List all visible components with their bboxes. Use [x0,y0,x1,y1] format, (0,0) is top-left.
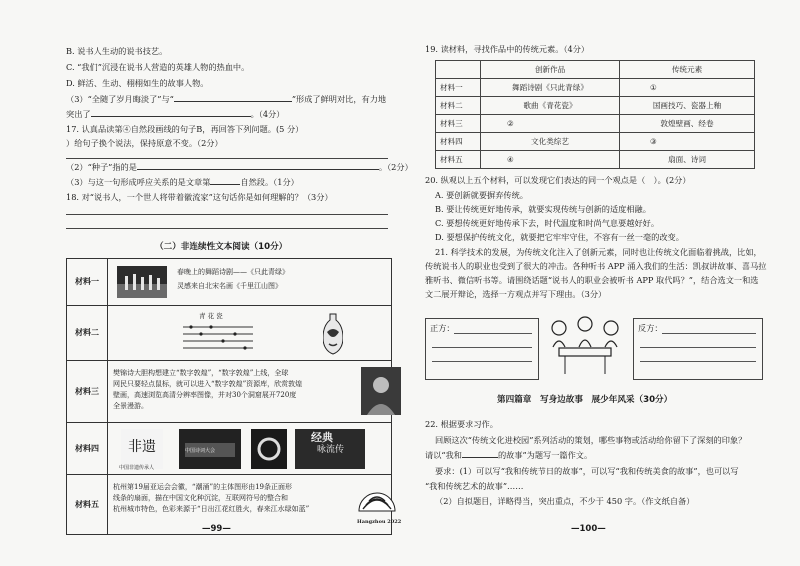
q16-3-c: 突出了 [66,109,91,119]
option-b: B. 说书人生动的说书技艺。 [66,46,168,56]
q22-title-a: 请以“我和 [425,450,462,460]
q22: 22. 根据要求习作。 [425,419,498,429]
row-work[interactable]: ④ [481,151,620,169]
q21-line-1: 21. 科学技术的发展，为传统文化注入了创新元素，同时也让传统文化面临着挑战，比如， [435,247,762,257]
material-label: 材料三 [67,361,108,423]
table-row [436,133,755,151]
row-element[interactable]: ① [620,79,755,97]
asian-games-emblem [355,481,399,517]
q22-title-b: 的故事”为题写一篇作文。 [497,450,593,460]
table-row [436,151,755,169]
answer-line[interactable] [66,214,388,215]
row-element: 国画技巧、瓷器上釉 [620,97,755,115]
row-work: 舞蹈诗剧《只此青绿》 [481,79,620,97]
answer-line[interactable] [640,347,756,348]
q20-option-b[interactable]: B. 要让传统更好地传承，就要实现传统与创新的适度相融。 [435,204,651,214]
q22-title [425,450,592,460]
heritage-logo [121,429,163,469]
q17-2 [66,162,413,172]
portrait-photo [361,367,401,415]
material-text-1: 樊锦诗大胆构想建立“数字敦煌”，“数字敦煌”上线，全球 [113,368,289,377]
row-work[interactable]: ② [481,115,620,133]
answer-line[interactable] [432,347,532,348]
dance-photo [117,266,167,298]
material-text-1: 春晚上的舞蹈诗剧——《只此青绿》 [177,268,289,276]
calligraphy-photo [251,429,287,469]
q18: 18. 对“说书人，一个世人将带着徽流家”这句话你是如何理解的？（3分） [66,192,333,202]
tradition-table [435,60,755,169]
table-header [436,61,755,79]
q17-2-a: （2）“种子”指的是 [66,162,137,172]
row-label: 材料三 [436,115,481,133]
material-label: 材料一 [67,259,108,306]
answer-line[interactable] [454,333,532,334]
q16-3-a: （3）“全随了岁月晦淡了”与“ [66,94,174,104]
q16-3-cont [66,109,284,119]
q19: 19. 读材料，寻找作品中的传统元素。（4分） [425,44,590,54]
song-title: 青 花 瓷 [199,312,223,320]
row-label: 材料二 [436,97,481,115]
answer-blank[interactable] [91,116,251,117]
material-text-3: 杭州城市特色，色彩来源于“日出江花红胜火，春来江水绿如蓝” [113,504,310,513]
material-text-2: 线条的扇面，描在中国文化种沉淀，互联网符号的整合和 [113,493,288,502]
material-row [67,361,392,423]
chapter-title: 第四篇章 写身边故事 展少年风采（30分） [497,395,673,405]
row-label: 材料五 [436,151,481,169]
q17-3-a: （3）与这一句形成呼应关系的是文章第 [66,177,211,187]
blue-white-vase [323,312,343,356]
table-row [436,115,755,133]
svg-text:非遗: 非遗 [128,438,156,455]
row-element: 敦煌壁画、经卷 [620,115,755,133]
q17: 17. 认真品读第④自然段画线的句子B，再回答下列问题。(5 分） [66,124,304,134]
q16-3-d: 。（4分） [250,109,285,119]
classics-text-2: 咏流传 [317,444,345,455]
table-row [436,97,755,115]
q22-req-2: （2）自拟题目，详略得当，突出重点，不少于 450 字。（作文纸自备） [435,496,695,506]
material-text-2: 网民只要轻点鼠标，就可以进入“数字敦煌”资源库，欣赏敦煌 [113,379,303,388]
row-work: 文化类综艺 [481,133,620,151]
answer-line[interactable] [662,333,756,334]
material-content [108,475,402,535]
material-text-2: 灵感来自北宋名画《千里江山图》 [177,282,282,290]
material-content [108,306,392,361]
row-label: 材料四 [436,133,481,151]
q17-3 [66,177,299,187]
q21-line-4: 文二展开辩论，选择一方观点并写下理由。（3分） [425,289,607,299]
option-d: D. 鲜活、生动、栩栩如生的故事人物。 [66,78,209,88]
row-label: 材料一 [436,79,481,97]
debate-illustration [545,314,625,378]
pro-answer-box[interactable] [425,318,539,380]
header-cell [436,61,481,79]
materials-table [66,258,402,535]
answer-line[interactable] [66,228,388,229]
title-blank[interactable] [462,457,498,458]
material-label: 材料二 [67,306,108,361]
header-cell: 创新作品 [481,61,620,79]
material-text-1: 杭州第19届亚运会会徽，“潮涌”的主体图形由19条正面形 [113,482,292,491]
music-score [183,322,253,352]
q22-prompt: 回顾这次“传统文化进校园”系列活动的策划，哪些事物或活动给你留下了深刻的印象？ [435,435,747,445]
q17-3-b: 自然段。（1分） [240,177,299,187]
answer-line[interactable] [66,158,388,159]
q16-3-b: ”形成了鲜明对比，有力地 [291,94,387,104]
answer-line[interactable] [640,361,756,362]
answer-blank[interactable] [174,101,292,102]
material-label: 材料五 [67,475,108,535]
q21-line-3: 雅听书、微信听书等。请围绕话题“说书人的职业会被听书 APP 取代吗？”，结合选文一和选 [425,275,759,285]
material-label: 材料四 [67,423,108,475]
row-element[interactable]: ③ [620,133,755,151]
material-content [108,423,392,475]
answer-blank[interactable] [137,169,379,170]
q17-1: ）给句子换个说法，保持原意不变。（2分） [66,138,223,148]
poetry-show-caption: 中国诗词大会 [185,447,216,454]
material-row [67,259,392,306]
q21-line-2: 传统说书人的职业也受到了很大的冲击。各种听书 APP 涌入我们的生活：凯叔讲故事、喜马拉 [425,261,767,271]
material-row [67,423,392,475]
q20-option-a[interactable]: A. 要创新就要摒弃传统。 [435,190,528,200]
material-text-3: 壁画，高速浏览高清分辨率图像，并对30个洞窟展开720度 [113,390,297,399]
q20-option-c[interactable]: C. 要想传统更好地传承下去，时代温度和时尚气息要越好好。 [435,218,660,228]
page-number: —99— [202,524,231,534]
material-text-4: 全景漫游。 [113,401,148,410]
material-content [108,361,392,423]
q20: 20. 纵观以上五个材料，可以发现它们表达的同一个观点是（ ）。(2分） [425,175,691,185]
option-c: C. “我们”沉浸在说书人营造的英雄人物的热血中。 [66,62,250,72]
row-element: 扇面、诗词 [620,151,755,169]
table-row [436,79,755,97]
q17-2-b: 。（2分） [378,162,413,172]
q22-req-1: 要求：(1）可以写“我和传统节日的故事”，可以写“我和传统美食的故事”，也可以写 [435,466,739,476]
q20-option-d[interactable]: D. 要想保护传统文化，就要把它牢牢守住，不容有一丝一毫的改变。 [435,232,684,242]
page-number: —100— [571,524,606,534]
heritage-caption: 中国非遗传承人 [119,464,155,471]
pro-label: 正方： [430,323,455,333]
con-answer-box[interactable] [633,318,763,380]
header-cell: 传统元素 [620,61,755,79]
q16-3 [66,94,386,104]
material-content [108,259,392,306]
material-row [67,306,392,361]
row-work: 歌曲《青花瓷》 [481,97,620,115]
emblem-caption: Hangzhou 2022 [357,518,402,525]
right-page [403,0,800,566]
con-label: 反方： [638,323,663,333]
section-title: （二）非连续性文本阅读（10分） [155,242,288,252]
classics-text-1: 经典 [311,430,333,444]
answer-line[interactable] [432,361,532,362]
answer-blank[interactable] [210,184,240,185]
q22-req-1-cont: “我和传统艺术的故事”…… [425,481,524,491]
